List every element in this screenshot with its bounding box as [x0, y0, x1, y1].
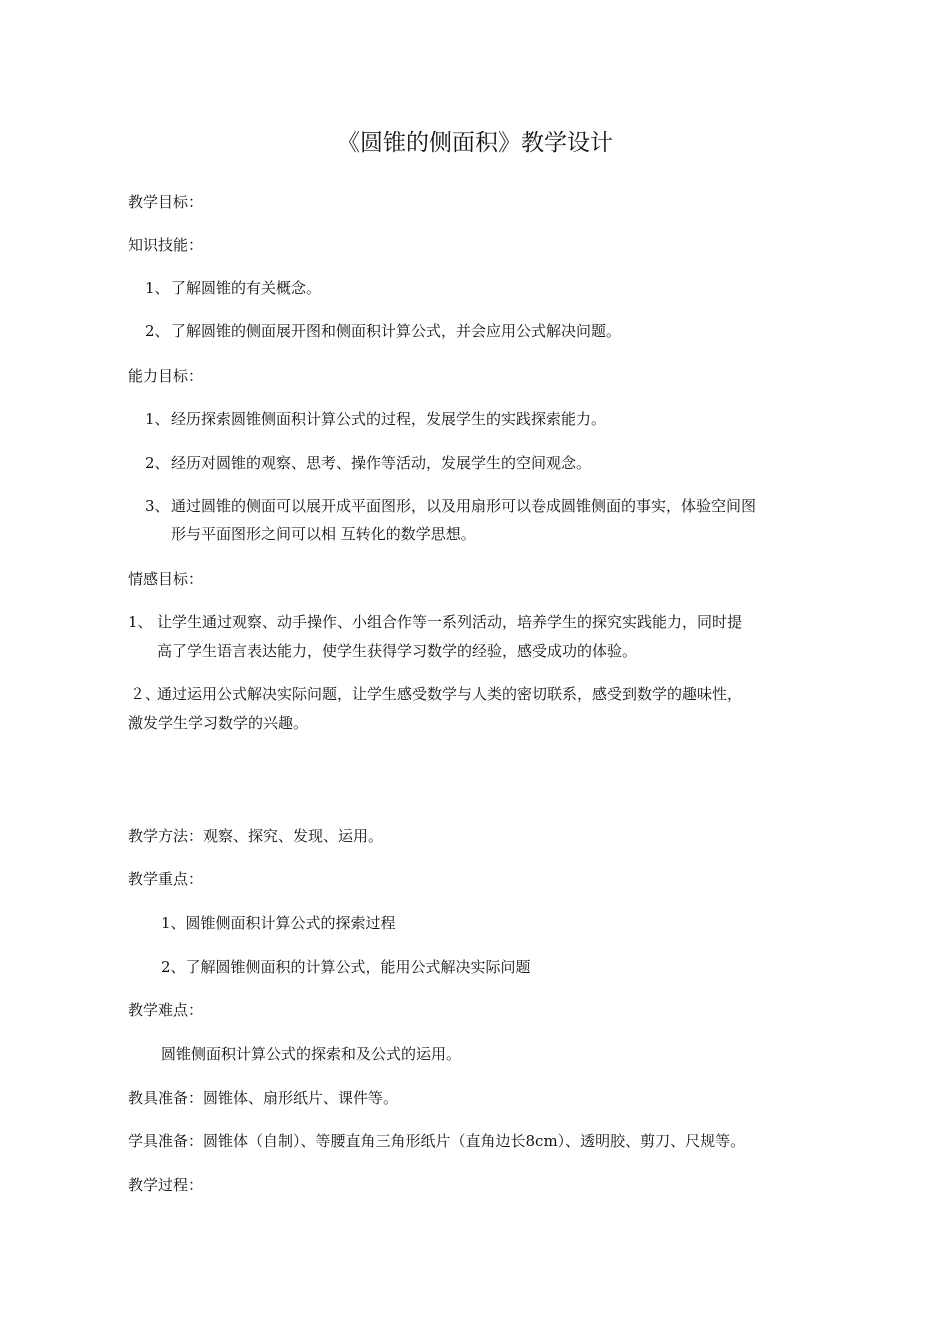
- emotion-item-continuation: 激发学生学习数学的兴趣。: [128, 714, 309, 732]
- teacher-tools: 教具准备：圆锥体、扇形纸片、课件等。: [128, 1089, 399, 1107]
- item-number: 3、: [145, 497, 170, 515]
- emotion-item: [130, 684, 742, 704]
- item-number: 1、: [145, 410, 170, 428]
- item-text: 经历对圆锥的观察、思考、操作等活动，发展学生的空间观念。: [171, 454, 592, 472]
- item-text: 让学生通过观察、动手操作、小组合作等一系列活动，培养学生的探究实践能力，同时提: [157, 613, 743, 631]
- item-number: 1、: [145, 279, 170, 297]
- key-point-item: 2、了解圆锥侧面积的计算公式，能用公式解决实际问题: [161, 958, 531, 976]
- item-text: 了解圆锥的侧面展开图和侧面积计算公式，并会应用公式解决问题。: [171, 322, 622, 340]
- item-number: 1、: [128, 613, 153, 631]
- student-tools: 学具准备：圆锥体（自制）、等腰直角三角形纸片（直角边长8cm）、透明胶、剪刀、尺规等。: [128, 1132, 746, 1150]
- teaching-method: 教学方法：观察、探究、发现、运用。: [128, 827, 384, 845]
- key-point-item: 1、圆锥侧面积计算公式的探索过程: [161, 914, 396, 932]
- document-title: 《圆锥的侧面积》教学设计: [337, 130, 613, 156]
- key-points-heading: 教学重点：: [128, 870, 204, 888]
- item-text: 通过运用公式解决实际问题，让学生感受数学与人类的密切联系，感受到数学的趣味性，: [157, 685, 743, 703]
- objectives-heading: 教学目标：: [128, 193, 204, 211]
- knowledge-item: [145, 278, 321, 298]
- ability-item: [145, 496, 756, 516]
- emotion-item: [128, 612, 742, 632]
- ability-item: [145, 409, 606, 429]
- ability-item: [145, 453, 591, 473]
- difficulty-text: 圆锥侧面积计算公式的探索和及公式的运用。: [161, 1045, 462, 1063]
- item-text: 了解圆锥的有关概念。: [171, 279, 322, 297]
- ability-heading: 能力目标：: [128, 367, 204, 385]
- item-text: 通过圆锥的侧面可以展开成平面图形，以及用扇形可以卷成圆锥侧面的事实，体验空间图: [171, 497, 757, 515]
- knowledge-item: [145, 321, 621, 341]
- emotion-heading: 情感目标：: [128, 570, 204, 588]
- item-number: ２、: [130, 685, 161, 703]
- emotion-item-continuation: 高了学生语言表达能力，使学生获得学习数学的经验，感受成功的体验。: [157, 642, 638, 660]
- item-number: 2、: [145, 454, 170, 472]
- item-text: 经历探索圆锥侧面积计算公式的过程，发展学生的实践探索能力。: [171, 410, 607, 428]
- difficulty-heading: 教学难点：: [128, 1001, 204, 1019]
- item-number: 2、: [145, 322, 170, 340]
- process-heading: 教学过程：: [128, 1176, 204, 1194]
- knowledge-heading: 知识技能：: [128, 236, 204, 254]
- ability-item-continuation: 形与平面图形之间可以相 互转化的数学思想。: [171, 525, 476, 543]
